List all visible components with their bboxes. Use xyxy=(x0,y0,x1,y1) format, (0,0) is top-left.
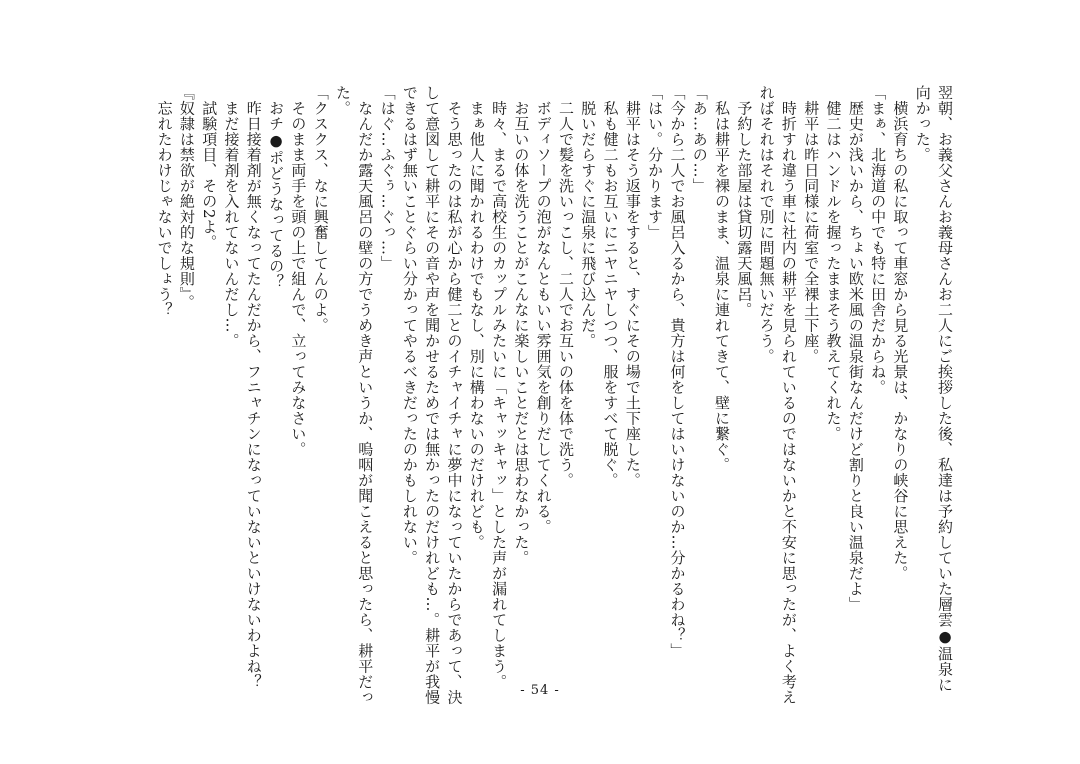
text-line: 忘れたわけじゃないでしょう？ xyxy=(155,85,174,318)
text-line: 耕平は昨日同様に荷室で全裸土下座。 xyxy=(802,85,821,364)
text-line: 「はぐ…ふぐぅ…ぐっ…」 xyxy=(378,85,397,271)
text-line: 翌朝、お義父さんお義母さんお二人にご挨拶した後、私達は予約していた層雲●温泉に xyxy=(936,85,954,693)
text-line: 時々、まるで高校生のカップルみたいに「キャッキャッ」とした声が漏れてしまう。 xyxy=(490,85,509,690)
text-line: 昨日接着剤が無くなってたんだから、フニャチンになっていないといけないわよね？ xyxy=(244,85,263,690)
text-line: 時折すれ違う車に社内の耕平を見られているのではないかと不安に思ったが、よく考え xyxy=(779,85,798,705)
text-line: 試験項目、その2よ。 xyxy=(200,85,219,251)
text-line: 横浜育ちの私に取って車窓から見る光景は、かなりの峡谷に思えた。 xyxy=(891,85,910,581)
text-line: そう思ったのは私が心から健二とのイチャイチャに夢中になっていたからであって、決 xyxy=(445,85,464,705)
text-line: 私も健二もお互いにニヤニヤしつつ、服をすべて脱ぐ。 xyxy=(601,85,620,488)
text-line: 耕平はそう返事をすると、すぐにその場で土下座した。 xyxy=(623,85,642,488)
text-line: そのまま両手を頭の上で組んで、立ってみなさい。 xyxy=(289,85,308,457)
text-line: お互いの体を洗うことがこんなに楽しいことだとは思わなかった。 xyxy=(512,85,531,566)
text-line: できるはず無いことぐらい分かってやるべきだったのかもしれない。 xyxy=(400,85,419,566)
text-line: た。 xyxy=(333,85,352,116)
text-line: 『奴隷は禁欲が絶対的な規則』。 xyxy=(177,85,196,310)
text-line: 「クスクス、なに興奮してんのよ。 xyxy=(311,85,330,333)
text-line: 二人で髪を洗いっこし、二人でお互いの体を体で洗う。 xyxy=(556,85,575,488)
text-line: 「まぁ、北海道の中でも特に田舎だからね。 xyxy=(869,85,888,395)
text-line: まぁ他人に聞かれるわけでもなし、別に構わないのだけれども。 xyxy=(467,85,486,550)
text-line: 私は耕平を裸のまま、温泉に連れてきて、壁に繋ぐ。 xyxy=(713,85,732,473)
text-line: 歴史が浅いから、ちょい欧米風の温泉街なんだけど割りと良い温泉だよ」 xyxy=(846,85,865,612)
text-line: 健二はハンドルを握ったままそう教えてくれた。 xyxy=(824,85,843,442)
text-line: 「あ…あの…」 xyxy=(690,85,709,194)
text-line: ればそれはそれで別に問題無いだろう。 xyxy=(757,85,776,364)
text-line: して意図して耕平にその音や声を聞かせるためでは無かったのだけれども…。耕平が我慢 xyxy=(423,85,442,705)
text-line: 「今から二人でお風呂入るから、貴方は何をしてはいけないのか…分かるわね？」 xyxy=(668,85,687,659)
text-line: 脱いだらすぐに温泉に飛び込んだ。 xyxy=(579,85,598,349)
text-line: 「はい。分かります」 xyxy=(646,85,665,240)
page-number: - 54 - xyxy=(520,683,560,698)
text-line: なんだか露天風呂の壁の方でうめき声というか、嗚咽が聞こえると思ったら、耕平だっ xyxy=(356,85,375,705)
text-line: 向かった。 xyxy=(913,85,932,163)
text-line: 予約した部屋は貸切露天風呂。 xyxy=(735,85,754,318)
text-line: おチ●ポどうなってるの？ xyxy=(267,85,286,290)
text-line: まだ接着剤を入れてないんだし…。 xyxy=(222,85,241,349)
text-line: ボディソープの泡がなんともいい雰囲気を創りだしてくれる。 xyxy=(534,85,553,535)
